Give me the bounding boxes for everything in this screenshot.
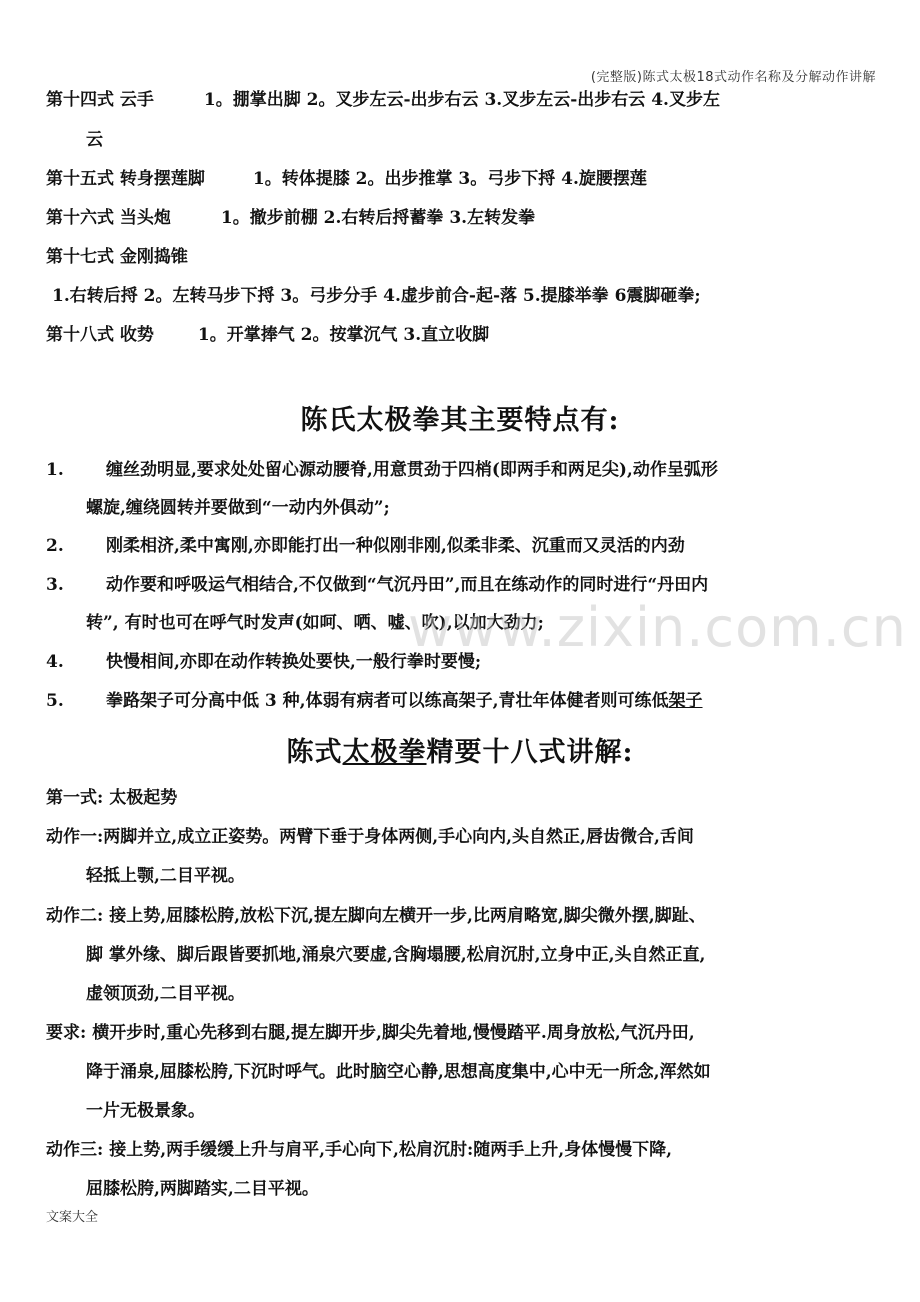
feature-5-text: 拳路架子可分高中低 3 种,体弱有病者可以练高架子,青壮年体健者则可练低: [106, 691, 669, 711]
action-3-line-1: 动作三: 接上势,两手缓缓上升与肩平,手心向下,松肩沉肘:随两手上升,身体慢慢下降,: [46, 1140, 673, 1160]
features-heading: 陈氏太极拳其主要特点有:: [300, 405, 620, 436]
watermark: www.zixin.com.cn: [408, 596, 907, 659]
feature-2-number: 2.: [46, 536, 64, 556]
feature-5-number: 5.: [46, 691, 64, 711]
action-1-line-2: 轻抵上颚,二目平视。: [86, 866, 245, 886]
feature-5-underlined-text: 架子: [668, 691, 703, 711]
explain-heading-part-3: 精要十八式讲解:: [426, 737, 634, 768]
feature-1-line-1: 缠丝劲明显,要求处处留心源动腰脊,用意贯劲于四梢(即两手和两足尖),动作呈弧形: [106, 460, 718, 480]
feature-3-line-1: 动作要和呼吸运气相结合,不仅做到“气沉丹田”,而且在练动作的同时进行“丹田内: [106, 575, 709, 595]
form-17-title: 第十七式 金刚捣锥: [46, 247, 188, 267]
form-14-continuation: 云: [86, 130, 103, 150]
form-14-title: 第十四式 云手: [46, 90, 154, 110]
requirement-line-2: 降于涌泉,屈膝松胯,下沉时呼气。此时脑空心静,思想高度集中,心中无一所念,浑然如: [86, 1062, 711, 1082]
action-2-line-3: 虚领顶劲,二目平视。: [86, 984, 245, 1004]
form-16-steps: 1。撤步前棚 2.右转后捋蓄拳 3.左转发拳: [220, 208, 536, 228]
feature-3-line-2: 转”, 有时也可在呼气时发声(如呵、哂、嘘、吹),以加大劲力;: [86, 613, 544, 633]
form-15-steps: 1。转体提膝 2。出步推掌 3。弓步下捋 4.旋腰摆莲: [252, 169, 647, 189]
feature-1-number: 1.: [46, 460, 64, 480]
form-14-steps: 1。掤掌出脚 2。叉步左云-出步右云 3.叉步左云-出步右云 4.叉步左: [203, 90, 720, 110]
footer-note: 文案大全: [46, 1210, 99, 1225]
form-18-title: 第十八式 收势: [46, 325, 154, 345]
form-14-line: [46, 80, 880, 120]
form-18-line: [46, 315, 880, 355]
action-2-line-1: 动作二: 接上势,屈膝松胯,放松下沉,提左脚向左横开一步,比两肩略宽,脚尖微外摆,脚趾、: [46, 906, 706, 926]
feature-5-line-1: [106, 681, 880, 721]
explain-heading: [0, 730, 920, 769]
feature-4-line-1: 快慢相间,亦即在动作转换处要快,一般行拳时要慢;: [106, 652, 482, 672]
section-1-title: 第一式: 太极起势: [46, 788, 178, 808]
form-18-steps: 1。开掌捧气 2。按掌沉气 3.直立收脚: [197, 325, 490, 345]
explain-heading-part-1: 陈式: [286, 737, 343, 768]
form-15-title: 第十五式 转身摆莲脚: [46, 169, 205, 189]
form-16-title: 第十六式 当头炮: [46, 208, 171, 228]
feature-2-line-1: 刚柔相济,柔中寓刚,亦即能打出一种似刚非刚,似柔非柔、沉重而又灵活的内劲: [106, 536, 685, 556]
feature-1-line-2: 螺旋,缠绕圆转并要做到“一动内外俱动”;: [86, 498, 390, 518]
action-2-line-2: 脚 掌外缘、脚后跟皆要抓地,涌泉穴要虚,含胸塌腰,松肩沉肘,立身中正,头自然正直,: [86, 945, 706, 965]
explain-heading-link-text: 太极拳: [342, 737, 427, 768]
form-15-line: [46, 159, 880, 199]
action-1-line-1: 动作一:两脚并立,成立正姿势。两臂下垂于身体两侧,手心向内,头自然正,唇齿微合,舌间: [46, 827, 694, 847]
requirement-line-1: 要求: 横开步时,重心先移到右腿,提左脚开步,脚尖先着地,慢慢踏平.周身放松,气沉丹田,: [46, 1023, 695, 1043]
header-note: (完整版)陈式太极18式动作名称及分解动作讲解: [590, 70, 876, 85]
feature-3-number: 3.: [46, 575, 64, 595]
form-17-steps: 1.右转后捋 2。左转马步下捋 3。弓步分手 4.虚步前合-起-落 5.提膝举拳 6震脚砸拳;: [52, 286, 701, 306]
action-3-line-2: 屈膝松胯,两脚踏实,二目平视。: [86, 1179, 319, 1199]
requirement-line-3: 一片无极景象。: [86, 1101, 205, 1121]
form-16-line: [46, 198, 880, 238]
feature-4-number: 4.: [46, 652, 64, 672]
